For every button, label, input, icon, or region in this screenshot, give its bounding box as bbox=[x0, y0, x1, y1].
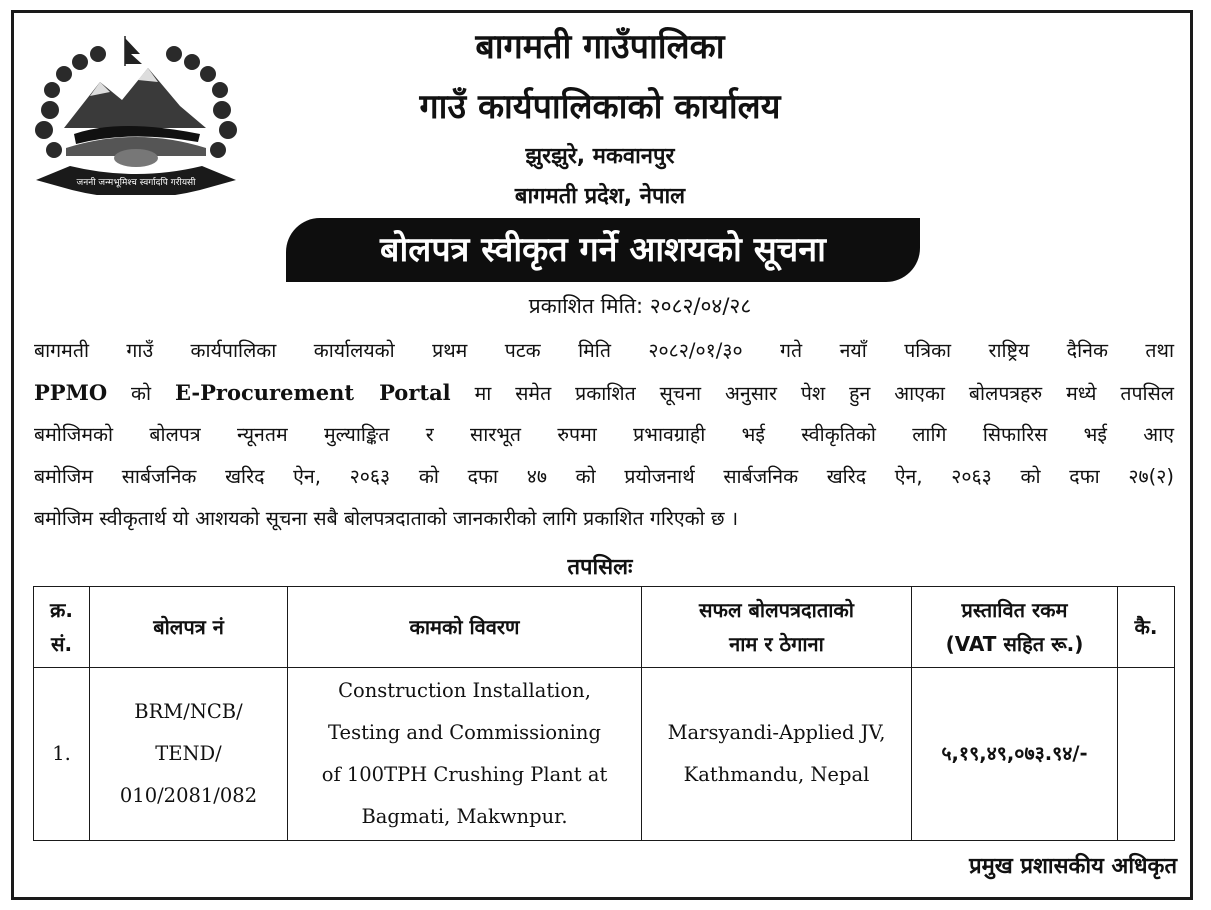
body-line: बागमती गाउँ कार्यपालिका कार्यालयको प्रथम पटक मिति २०८२/०१/३० गते नयाँ पत्रिका राष्ट्रिय दैनिक तथा bbox=[34, 339, 1174, 362]
cell-bidder: Marsyandi-Applied JV, Kathmandu, Nepal bbox=[642, 668, 912, 841]
office-address: झुरझुरे, मकवानपुर bbox=[525, 144, 675, 169]
body-line: बमोजिम स्वीकृतार्थ यो आशयको सूचना सबै बोलपत्रदाताको जानकारीको लागि प्रकाशित गरिएको छ । bbox=[34, 507, 739, 530]
cell-serial: 1. bbox=[34, 668, 90, 841]
table-header-row bbox=[34, 587, 1175, 668]
notice-title-banner: बोलपत्र स्वीकृत गर्ने आशयको सूचना bbox=[286, 218, 920, 282]
ppmo-label: PPMO bbox=[34, 380, 108, 405]
office-name: गाउँ कार्यपालिकाको कार्यालय bbox=[419, 87, 781, 127]
signature-title: प्रमुख प्रशासकीय अधिकृत bbox=[969, 854, 1177, 879]
emblem-motto: जननी जन्मभूमिश्च स्वर्गादपि गरीयसी bbox=[76, 178, 196, 188]
col-remarks: कै. bbox=[1118, 587, 1175, 668]
col-bid-number: बोलपत्र नं bbox=[90, 587, 288, 668]
notice-body bbox=[34, 330, 1174, 540]
col-serial: क्र. सं. bbox=[34, 587, 90, 668]
portal-label: E-Procurement Portal bbox=[175, 380, 451, 405]
cell-amount: ५,१९,४९,०७३.९४/- bbox=[912, 668, 1118, 841]
body-text: को bbox=[107, 382, 176, 405]
col-bidder: सफल बोलपत्रदाताको नाम र ठेगाना bbox=[642, 587, 912, 668]
municipality-name: बागमती गाउँपालिका bbox=[475, 27, 725, 67]
body-text: मा समेत प्रकाशित सूचना अनुसार पेश हुन आएका बोलपत्रहरु मध्ये तपसिल bbox=[450, 382, 1174, 405]
section-title: तपसिलः bbox=[567, 555, 633, 580]
body-line: बमोजिमको बोलपत्र न्यूनतम मुल्याङ्कित र सारभूत रुपमा प्रभावग्राही भई स्वीकृतिको लागि सिफारिस भई आए bbox=[34, 423, 1174, 446]
province-country: बागमती प्रदेश, नेपाल bbox=[514, 184, 686, 209]
nepal-emblem-icon bbox=[30, 30, 242, 195]
cell-bid-number: BRM/NCB/ TEND/ 010/2081/082 bbox=[90, 668, 288, 841]
body-line: बमोजिम सार्बजनिक खरिद ऐन, २०६३ को दफा ४७ को प्रयोजनार्थ सार्बजनिक खरिद ऐन, २०६३ को दफा २७(२) bbox=[34, 465, 1174, 488]
col-amount: प्रस्तावित रकम (VAT सहित रू.) bbox=[912, 587, 1118, 668]
body-line bbox=[34, 372, 1174, 414]
cell-description: Construction Installation, Testing and Commissioning of 100TPH Crushing Plant at Bagmati, Makwnpur. bbox=[288, 668, 642, 841]
cell-remarks bbox=[1118, 668, 1175, 841]
col-description: कामको विवरण bbox=[288, 587, 642, 668]
published-date: प्रकाशित मिति: २०८२/०४/२८ bbox=[528, 294, 752, 318]
table-row bbox=[34, 668, 1175, 841]
tender-table bbox=[33, 586, 1175, 841]
